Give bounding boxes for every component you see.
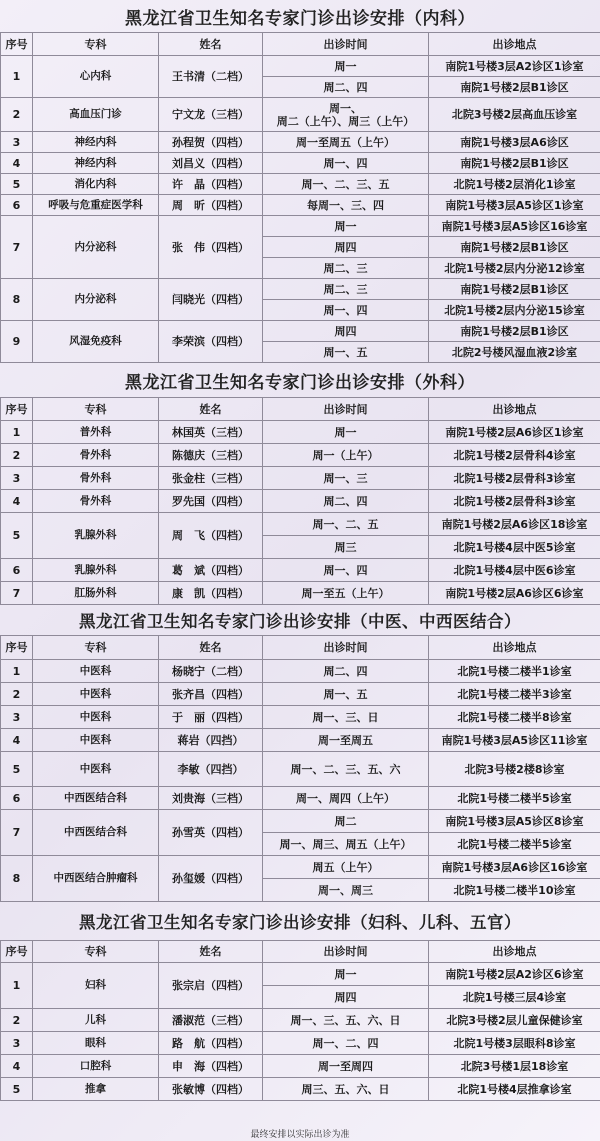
clinic-time-cell: 周一、二、三、五、六 [263,752,429,787]
col-header-location: 出诊地点 [429,398,600,421]
row-number: 9 [1,321,33,363]
doctor-name-cell: 张 伟（四档） [159,216,263,279]
clinic-time-cell: 每周一、三、四 [263,195,429,216]
department-cell: 骨外科 [33,444,159,467]
section-title: 黑龙江省卫生知名专家门诊出诊安排（中医、中西医结合） [79,612,521,631]
clinic-time-cell: 周一 [263,216,429,237]
table-row [1,963,600,986]
doctor-name-cell: 杨晓宁（二档） [159,660,263,683]
col-header-name: 姓名 [159,398,263,421]
department-cell: 骨外科 [33,467,159,490]
row-number: 1 [1,56,33,98]
table-row [1,810,600,833]
row-number: 5 [1,174,33,195]
schedule-table [0,940,600,1101]
doctor-name-cell: 闫晓光（四档） [159,279,263,321]
clinic-time-cell: 周一、五 [263,342,429,363]
header-row [1,941,600,963]
table-row [1,729,600,752]
clinic-location-cell: 北院1号楼二楼半10诊室 [429,879,600,902]
table-row [1,444,600,467]
clinic-location-cell: 北院1号楼二楼半3诊室 [429,683,600,706]
clinic-location-cell: 北院3号楼2层高血压诊室 [429,98,600,132]
doctor-name-cell: 张金柱（三档） [159,467,263,490]
header-row [1,33,600,56]
row-number: 2 [1,444,33,467]
department-cell: 中医科 [33,729,159,752]
clinic-time-cell: 周一、五 [263,683,429,706]
clinic-location-cell: 南院1号楼2层B1诊区 [429,237,600,258]
section-title: 黑龙江省卫生知名专家门诊出诊安排（外科） [125,372,475,393]
row-number: 8 [1,279,33,321]
department-cell: 神经内科 [33,132,159,153]
row-number: 4 [1,729,33,752]
row-number: 7 [1,582,33,605]
table-row [1,513,600,536]
table-row [1,559,600,582]
row-number: 1 [1,421,33,444]
department-cell: 骨外科 [33,490,159,513]
clinic-location-cell: 北院1号楼4层推拿诊室 [429,1078,600,1101]
doctor-name-cell: 蒋岩（四挡） [159,729,263,752]
row-number: 7 [1,810,33,856]
clinic-time-cell: 周一、四 [263,153,429,174]
clinic-location-cell: 北院1号楼二楼半5诊室 [429,787,600,810]
clinic-time-cell: 周一、二、五 [263,513,429,536]
table-row [1,56,600,77]
clinic-location-cell: 南院1号楼2层A6诊区1诊室 [429,421,600,444]
clinic-location-cell: 北院1号楼2层骨科3诊室 [429,467,600,490]
table-row [1,706,600,729]
row-number: 3 [1,467,33,490]
table-row [1,582,600,605]
col-header-time: 出诊时间 [263,941,429,963]
table-row [1,1055,600,1078]
row-number: 8 [1,856,33,902]
schedule-table [0,397,600,605]
department-cell: 消化内科 [33,174,159,195]
table-row [1,279,600,300]
row-number: 6 [1,787,33,810]
clinic-time-cell: 周一、周三 [263,879,429,902]
doctor-name-cell: 葛 斌（四档） [159,559,263,582]
footer-note: 最终安排以实际出诊为准 [250,1129,350,1140]
clinic-location-cell: 南院1号楼3层A5诊区1诊室 [429,195,600,216]
department-cell: 妇科 [33,963,159,1009]
row-number: 1 [1,963,33,1009]
table-row [1,1078,600,1101]
schedule-table [0,635,600,902]
clinic-location-cell: 南院1号楼2层A6诊区18诊室 [429,513,600,536]
doctor-name-cell: 宁文龙（三档） [159,98,263,132]
row-number: 3 [1,1032,33,1055]
clinic-location-cell: 南院1号楼3层A5诊区8诊室 [429,810,600,833]
doctor-name-cell: 潘淑范（三档） [159,1009,263,1032]
department-cell: 心内科 [33,56,159,98]
department-cell: 中西医结合科 [33,787,159,810]
clinic-time-cell: 周一、周四（上午） [263,787,429,810]
department-cell: 内分泌科 [33,216,159,279]
clinic-location-cell: 南院1号楼3层A2诊区1诊室 [429,56,600,77]
doctor-name-cell: 林国英（三档） [159,421,263,444]
clinic-time-cell: 周一、四 [263,300,429,321]
clinic-time-cell: 周四 [263,321,429,342]
clinic-location-cell: 南院1号楼2层B1诊区 [429,153,600,174]
clinic-location-cell: 北院1号楼2层内分泌15诊室 [429,300,600,321]
table-row [1,174,600,195]
clinic-location-cell: 南院1号楼2层A6诊区6诊室 [429,582,600,605]
table-row [1,1032,600,1055]
schedule-table [0,32,600,363]
row-number: 3 [1,132,33,153]
department-cell: 风湿免疫科 [33,321,159,363]
clinic-location-cell: 北院3号楼1层18诊室 [429,1055,600,1078]
clinic-time-cell: 周一、四 [263,559,429,582]
header-row [1,636,600,660]
clinic-time-cell: 周一至五（上午） [263,582,429,605]
clinic-location-cell: 北院1号楼三层4诊室 [429,986,600,1009]
department-cell: 普外科 [33,421,159,444]
clinic-location-cell: 南院1号楼3层A6诊区16诊室 [429,856,600,879]
col-header-number: 序号 [1,33,33,56]
clinic-time-cell: 周一、周三、周五（上午） [263,833,429,856]
clinic-time-cell: 周三、五、六、日 [263,1078,429,1101]
doctor-name-cell: 张宗启（四档） [159,963,263,1009]
doctor-name-cell: 孙玺媛（四档） [159,856,263,902]
row-number: 5 [1,752,33,787]
row-number: 6 [1,195,33,216]
clinic-time-cell: 周一 [263,421,429,444]
clinic-time-cell: 周一、二、三、五 [263,174,429,195]
clinic-time-cell: 周一、 周二（上午）、周三（上午） [263,98,429,132]
doctor-name-cell: 于 丽（四档） [159,706,263,729]
clinic-time-cell: 周二、四 [263,77,429,98]
clinic-location-cell: 南院1号楼3层A6诊区 [429,132,600,153]
clinic-location-cell: 北院1号楼2层内分泌12诊室 [429,258,600,279]
clinic-location-cell: 北院1号楼2层骨科4诊室 [429,444,600,467]
table-row [1,132,600,153]
department-cell: 中西医结合科 [33,810,159,856]
table-row [1,752,600,787]
clinic-time-cell: 周四 [263,237,429,258]
schedule-section [0,363,600,605]
doctor-name-cell: 李敏（四挡） [159,752,263,787]
col-header-department: 专科 [33,398,159,421]
clinic-time-cell: 周二 [263,810,429,833]
doctor-name-cell: 刘贵海（三档） [159,787,263,810]
department-cell: 中医科 [33,706,159,729]
row-number: 4 [1,1055,33,1078]
doctor-name-cell: 孙程贺（四档） [159,132,263,153]
doctor-name-cell: 李荣滨（四档） [159,321,263,363]
table-row [1,467,600,490]
clinic-location-cell: 南院1号楼3层A5诊区11诊室 [429,729,600,752]
clinic-location-cell: 南院1号楼2层B1诊区 [429,321,600,342]
department-cell: 口腔科 [33,1055,159,1078]
department-cell: 乳腺外科 [33,513,159,559]
section-title: 黑龙江省卫生知名专家门诊出诊安排（妇科、儿科、五官） [79,913,521,932]
col-header-location: 出诊地点 [429,33,600,56]
clinic-location-cell: 北院3号楼2层儿童保健诊室 [429,1009,600,1032]
department-cell: 乳腺外科 [33,559,159,582]
col-header-number: 序号 [1,941,33,963]
department-cell: 呼吸与危重症医学科 [33,195,159,216]
clinic-location-cell: 北院1号楼二楼半5诊室 [429,833,600,856]
col-header-name: 姓名 [159,636,263,660]
department-cell: 内分泌科 [33,279,159,321]
row-number: 4 [1,490,33,513]
clinic-location-cell: 北院1号楼4层中医5诊室 [429,536,600,559]
col-header-number: 序号 [1,636,33,660]
col-header-location: 出诊地点 [429,636,600,660]
col-header-department: 专科 [33,941,159,963]
clinic-location-cell: 北院1号楼4层中医6诊室 [429,559,600,582]
row-number: 2 [1,1009,33,1032]
clinic-location-cell: 南院1号楼3层A5诊区16诊室 [429,216,600,237]
col-header-name: 姓名 [159,33,263,56]
clinic-time-cell: 周二、四 [263,490,429,513]
col-header-department: 专科 [33,33,159,56]
doctor-name-cell: 张敏博（四档） [159,1078,263,1101]
department-cell: 儿科 [33,1009,159,1032]
header-row [1,398,600,421]
table-row [1,195,600,216]
col-header-number: 序号 [1,398,33,421]
table-row [1,216,600,237]
clinic-location-cell: 北院1号楼二楼半1诊室 [429,660,600,683]
clinic-location-cell: 南院1号楼2层B1诊区 [429,279,600,300]
department-cell: 中医科 [33,683,159,706]
clinic-time-cell: 周一、三、五、六、日 [263,1009,429,1032]
col-header-name: 姓名 [159,941,263,963]
clinic-location-cell: 南院1号楼2层A2诊区6诊室 [429,963,600,986]
clinic-time-cell: 周一、二、四 [263,1032,429,1055]
clinic-time-cell: 周二、三 [263,258,429,279]
row-number: 3 [1,706,33,729]
col-header-time: 出诊时间 [263,636,429,660]
table-row [1,321,600,342]
table-row [1,856,600,879]
row-number: 1 [1,660,33,683]
doctor-name-cell: 罗先国（四档） [159,490,263,513]
row-number: 5 [1,1078,33,1101]
clinic-time-cell: 周一（上午） [263,444,429,467]
col-header-department: 专科 [33,636,159,660]
doctor-name-cell: 周 昕（四档） [159,195,263,216]
row-number: 2 [1,98,33,132]
doctor-name-cell: 申 海（四档） [159,1055,263,1078]
col-header-location: 出诊地点 [429,941,600,963]
department-cell: 中西医结合肿瘤科 [33,856,159,902]
clinic-time-cell: 周一 [263,963,429,986]
row-number: 6 [1,559,33,582]
clinic-time-cell: 周四 [263,986,429,1009]
clinic-location-cell: 南院1号楼2层B1诊区 [429,77,600,98]
row-number: 4 [1,153,33,174]
clinic-time-cell: 周五（上午） [263,856,429,879]
schedule-section [0,0,600,363]
clinic-location-cell: 北院1号楼二楼半8诊室 [429,706,600,729]
col-header-time: 出诊时间 [263,398,429,421]
table-row [1,660,600,683]
table-row [1,683,600,706]
clinic-time-cell: 周一 [263,56,429,77]
doctor-name-cell: 周 飞（四档） [159,513,263,559]
table-row [1,153,600,174]
table-row [1,787,600,810]
schedule-section [0,902,600,1101]
clinic-location-cell: 北院1号楼2层消化1诊室 [429,174,600,195]
doctor-name-cell: 路 航（四档） [159,1032,263,1055]
row-number: 5 [1,513,33,559]
clinic-time-cell: 周一、三、日 [263,706,429,729]
clinic-time-cell: 周三 [263,536,429,559]
clinic-location-cell: 北院1号楼3层眼科8诊室 [429,1032,600,1055]
doctor-name-cell: 王书清（二档） [159,56,263,98]
department-cell: 中医科 [33,660,159,683]
clinic-time-cell: 周一至周四 [263,1055,429,1078]
clinic-location-cell: 北院1号楼2层骨科3诊室 [429,490,600,513]
doctor-name-cell: 康 凯（四档） [159,582,263,605]
doctor-name-cell: 张齐昌（四档） [159,683,263,706]
clinic-time-cell: 周一、三 [263,467,429,490]
row-number: 7 [1,216,33,279]
table-row [1,421,600,444]
department-cell: 眼科 [33,1032,159,1055]
doctor-name-cell: 陈德庆（三档） [159,444,263,467]
table-row [1,490,600,513]
doctor-name-cell: 刘昌义（四档） [159,153,263,174]
department-cell: 中医科 [33,752,159,787]
clinic-time-cell: 周一至周五（上午） [263,132,429,153]
col-header-time: 出诊时间 [263,33,429,56]
doctor-name-cell: 孙雪英（四档） [159,810,263,856]
table-row [1,98,600,132]
schedule-section [0,605,600,902]
table-row [1,1009,600,1032]
section-title: 黑龙江省卫生知名专家门诊出诊安排（内科） [125,8,475,29]
department-cell: 高血压门诊 [33,98,159,132]
department-cell: 肛肠外科 [33,582,159,605]
doctor-name-cell: 许 晶（四档） [159,174,263,195]
clinic-location-cell: 北院2号楼风湿血液2诊室 [429,342,600,363]
department-cell: 推拿 [33,1078,159,1101]
row-number: 2 [1,683,33,706]
clinic-time-cell: 周一至周五 [263,729,429,752]
clinic-time-cell: 周二、三 [263,279,429,300]
department-cell: 神经内科 [33,153,159,174]
clinic-location-cell: 北院3号楼2楼8诊室 [429,752,600,787]
clinic-time-cell: 周二、四 [263,660,429,683]
